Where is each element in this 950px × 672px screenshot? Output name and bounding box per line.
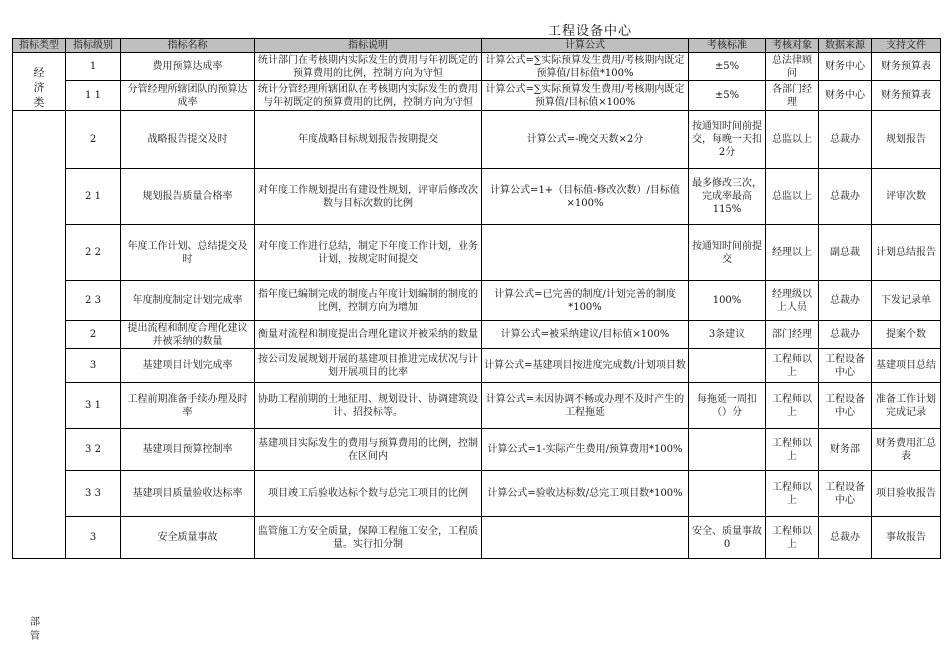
support-file: 财务预算表 bbox=[872, 81, 941, 111]
indicator-level: 2 bbox=[66, 321, 121, 349]
support-file: 基建项目总结 bbox=[872, 349, 941, 383]
assessment-target: 各部门经理 bbox=[766, 81, 819, 111]
column-header: 支持文件 bbox=[872, 39, 941, 53]
assessment-standard: ±5% bbox=[689, 53, 766, 81]
calc-formula: 计算公式=未因协调不畅或办理不及时产生的工程拖延 bbox=[482, 383, 689, 429]
calc-formula bbox=[482, 225, 689, 281]
assessment-target: 工程师以上 bbox=[766, 383, 819, 429]
column-header: 指标类型 bbox=[13, 39, 66, 53]
support-file: 事故报告 bbox=[872, 517, 941, 559]
assessment-target: 部门经理 bbox=[766, 321, 819, 349]
indicator-description: 协助工程前期的土地征用、规划设计、协调建筑设计、招投标等。 bbox=[255, 383, 482, 429]
indicator-level: 3 1 bbox=[66, 383, 121, 429]
assessment-target: 总监以上 bbox=[766, 111, 819, 169]
assessment-target: 工程师以上 bbox=[766, 517, 819, 559]
calc-formula bbox=[482, 517, 689, 559]
table-row bbox=[13, 281, 941, 321]
indicator-name: 提出流程和制度合理化建议并被采纳的数量 bbox=[121, 321, 255, 349]
data-source: 总裁办 bbox=[819, 321, 872, 349]
assessment-standard bbox=[689, 471, 766, 517]
assessment-standard: 按通知时间前提交，每晚一天扣2分 bbox=[689, 111, 766, 169]
support-file: 项目验收报告 bbox=[872, 471, 941, 517]
data-source: 工程设备中心 bbox=[819, 471, 872, 517]
assessment-standard bbox=[689, 349, 766, 383]
calc-formula: 计算公式=-晚交天数×2分 bbox=[482, 111, 689, 169]
assessment-target: 总法律顾问 bbox=[766, 53, 819, 81]
indicator-description: 按公司发展规划开展的基建项目推进完成状况与计划开展项目的比率 bbox=[255, 349, 482, 383]
column-header: 数据来源 bbox=[819, 39, 872, 53]
calc-formula: 计算公式=∑实际预算发生费用/考核期内既定预算值/目标值*100% bbox=[482, 53, 689, 81]
indicator-name: 战略报告提交及时 bbox=[121, 111, 255, 169]
indicator-level: 1 1 bbox=[66, 81, 121, 111]
category-label-department: 部 管 bbox=[30, 617, 40, 642]
indicator-level: 3 bbox=[66, 349, 121, 383]
column-header: 指标名称 bbox=[121, 39, 255, 53]
support-file: 准备工作计划完成记录 bbox=[872, 383, 941, 429]
assessment-standard: 每拖延一周扣（）分 bbox=[689, 383, 766, 429]
assessment-target: 经理级以上人员 bbox=[766, 281, 819, 321]
column-header: 考核对象 bbox=[766, 39, 819, 53]
calc-formula: 计算公式=1+（目标值-修改次数）/目标值×100% bbox=[482, 169, 689, 225]
indicator-name: 分管经理所辖团队的预算达成率 bbox=[121, 81, 255, 111]
table-row bbox=[13, 471, 941, 517]
support-file: 财务费用汇总表 bbox=[872, 429, 941, 471]
data-source: 总裁办 bbox=[819, 111, 872, 169]
data-source: 总裁办 bbox=[819, 169, 872, 225]
table-row bbox=[13, 429, 941, 471]
table-row bbox=[13, 169, 941, 225]
indicator-description: 统计分管经理所辖团队在考核期内实际发生的费用与年初既定的预算费用的比例，控制方向为守恒 bbox=[255, 81, 482, 111]
column-header: 计算公式 bbox=[482, 39, 689, 53]
assessment-target: 经理以上 bbox=[766, 225, 819, 281]
column-header: 指标级别 bbox=[66, 39, 121, 53]
table-row bbox=[13, 349, 941, 383]
assessment-target: 工程师以上 bbox=[766, 471, 819, 517]
indicator-level: 3 3 bbox=[66, 471, 121, 517]
indicator-table bbox=[12, 38, 941, 559]
assessment-standard: 安全、质量事故0 bbox=[689, 517, 766, 559]
indicator-level: 2 3 bbox=[66, 281, 121, 321]
indicator-description: 年度战略目标规划报告按期提交 bbox=[255, 111, 482, 169]
category-label-economic: 经 济 类 bbox=[33, 66, 45, 109]
indicator-description: 衡量对流程和制度提出合理化建议并被采纳的数量 bbox=[255, 321, 482, 349]
indicator-name: 费用预算达成率 bbox=[121, 53, 255, 81]
indicator-name: 年度工作计划、总结提交及时 bbox=[121, 225, 255, 281]
table-body bbox=[13, 53, 941, 559]
calc-formula: 计算公式=被采纳建议/目标值×100% bbox=[482, 321, 689, 349]
support-file: 计划总结报告 bbox=[872, 225, 941, 281]
indicator-level: 3 bbox=[66, 517, 121, 559]
table-row bbox=[13, 517, 941, 559]
calc-formula: 计算公式=验收达标数/总完工项目数*100% bbox=[482, 471, 689, 517]
support-file: 下发记录单 bbox=[872, 281, 941, 321]
indicator-level: 2 1 bbox=[66, 169, 121, 225]
support-file: 规划报告 bbox=[872, 111, 941, 169]
assessment-standard bbox=[689, 429, 766, 471]
data-source: 总裁办 bbox=[819, 517, 872, 559]
calc-formula: 计算公式=基建项目按进度完成数/计划项目数 bbox=[482, 349, 689, 383]
data-source: 工程设备中心 bbox=[819, 383, 872, 429]
table-row bbox=[13, 225, 941, 281]
indicator-level: 3 2 bbox=[66, 429, 121, 471]
data-source: 工程设备中心 bbox=[819, 349, 872, 383]
indicator-level: 2 2 bbox=[66, 225, 121, 281]
table-row bbox=[13, 53, 941, 81]
assessment-target: 工程师以上 bbox=[766, 349, 819, 383]
calc-formula: 计算公式=已完善的制度/计划完善的制度*100% bbox=[482, 281, 689, 321]
indicator-description: 统计部门在考核期内实际发生的费用与年初既定的预算费用的比例，控制方向为守恒 bbox=[255, 53, 482, 81]
indicator-name: 基建项目预算控制率 bbox=[121, 429, 255, 471]
category-cell-economic bbox=[13, 53, 66, 111]
data-source: 总裁办 bbox=[819, 281, 872, 321]
indicator-name: 规划报告质量合格率 bbox=[121, 169, 255, 225]
column-header: 考核标准 bbox=[689, 39, 766, 53]
calc-formula: 计算公式=∑实际预算发生费用/考核期内既定预算值/目标值×100% bbox=[482, 81, 689, 111]
table-row bbox=[13, 321, 941, 349]
indicator-name: 基建项目质量验收达标率 bbox=[121, 471, 255, 517]
data-source: 财务中心 bbox=[819, 53, 872, 81]
table-row bbox=[13, 81, 941, 111]
assessment-standard: ±5% bbox=[689, 81, 766, 111]
indicator-description: 监管施工方安全质量，保障工程施工安全，工程质量。实行扣分制 bbox=[255, 517, 482, 559]
assessment-standard: 3条建议 bbox=[689, 321, 766, 349]
column-header: 指标说明 bbox=[255, 39, 482, 53]
indicator-level: 2 bbox=[66, 111, 121, 169]
table-row bbox=[13, 111, 941, 169]
data-source: 财务部 bbox=[819, 429, 872, 471]
support-file: 财务预算表 bbox=[872, 53, 941, 81]
indicator-name: 安全质量事故 bbox=[121, 517, 255, 559]
sheet-title: 工程设备中心 bbox=[548, 24, 633, 39]
data-source: 副总裁 bbox=[819, 225, 872, 281]
indicator-name: 年度制度制定计划完成率 bbox=[121, 281, 255, 321]
indicator-description: 对年度工作规划提出有建设性规划，评审后修改次数与目标次数的比例 bbox=[255, 169, 482, 225]
assessment-standard: 100% bbox=[689, 281, 766, 321]
support-file: 提案个数 bbox=[872, 321, 941, 349]
assessment-standard: 最多修改三次，完成率最高115% bbox=[689, 169, 766, 225]
indicator-description: 指年度已编制完成的制度占年度计划编制的制度的比例，控制方向为增加 bbox=[255, 281, 482, 321]
table-row bbox=[13, 383, 941, 429]
category-cell-department bbox=[13, 111, 66, 559]
assessment-target: 工程师以上 bbox=[766, 429, 819, 471]
indicator-description: 项目竣工后验收达标个数与总完工项目的比例 bbox=[255, 471, 482, 517]
assessment-target: 总监以上 bbox=[766, 169, 819, 225]
indicator-level: 1 bbox=[66, 53, 121, 81]
indicator-description: 对年度工作进行总结，制定下年度工作计划，业务计划，按规定时间提交 bbox=[255, 225, 482, 281]
indicator-name: 基建项目计划完成率 bbox=[121, 349, 255, 383]
support-file: 评审次数 bbox=[872, 169, 941, 225]
indicator-description: 基建项目实际发生的费用与预算费用的比例，控制在区间内 bbox=[255, 429, 482, 471]
calc-formula: 计算公式=1-实际产生费用/预算费用*100% bbox=[482, 429, 689, 471]
indicator-name: 工程前期准备手续办理及时率 bbox=[121, 383, 255, 429]
assessment-standard: 按通知时间前提交 bbox=[689, 225, 766, 281]
header-row bbox=[13, 39, 941, 53]
data-source: 财务中心 bbox=[819, 81, 872, 111]
